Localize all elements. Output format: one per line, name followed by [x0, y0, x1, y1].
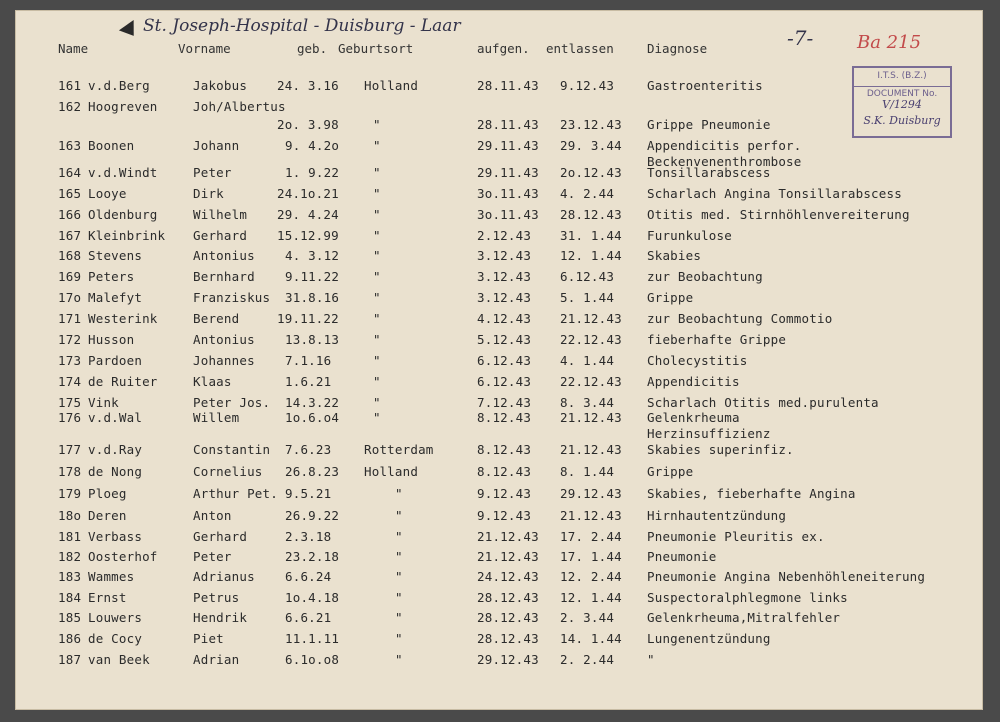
row-aufgen: 6.12.43: [477, 374, 532, 389]
row-aufgen: 3.12.43: [477, 290, 532, 305]
row-diagnose: Gastroenteritis: [647, 78, 763, 93]
row-geburtsort: ": [373, 248, 381, 263]
row-entlassen: 12. 2.44: [560, 569, 622, 584]
row-geb: 19.11.22: [277, 311, 339, 326]
row-vorname: Johann: [193, 138, 240, 153]
row-diagnose: Skabies superinfiz.: [647, 442, 794, 457]
row-number: 182: [58, 549, 82, 564]
row-geburtsort: ": [395, 508, 403, 523]
row-entlassen: 2o.12.43: [560, 165, 622, 180]
row-vorname: Gerhard: [193, 529, 248, 544]
stamp-line-2: DOCUMENT No.: [854, 86, 950, 99]
row-vorname: Constantin: [193, 442, 271, 457]
row-aufgen: 9.12.43: [477, 508, 532, 523]
row-entlassen: 21.12.43: [560, 442, 622, 457]
row-vorname: Jakobus: [193, 78, 248, 93]
row-name: Deren: [88, 508, 127, 523]
row-geburtsort: ": [395, 486, 403, 501]
row-diagnose: Tonsillarabscess: [647, 165, 771, 180]
row-aufgen: 24.12.43: [477, 569, 539, 584]
row-diagnose: Grippe: [647, 464, 694, 479]
row-number: 168: [58, 248, 82, 263]
row-geb: 6.1o.o8: [285, 652, 340, 667]
row-number: 161: [58, 78, 82, 93]
row-geburtsort: ": [395, 652, 403, 667]
row-geb: 1.6.21: [285, 374, 332, 389]
row-number: 162: [58, 99, 82, 114]
row-diagnose: Skabies, fieberhafte Angina: [647, 486, 856, 501]
row-geb: 29. 4.24: [277, 207, 339, 222]
row-geburtsort: ": [373, 269, 381, 284]
row-geb: 2o. 3.98: [277, 117, 339, 132]
row-aufgen: 28.12.43: [477, 590, 539, 605]
row-geb: 6.6.21: [285, 610, 332, 625]
row-diagnose: Pneumonie: [647, 549, 717, 564]
header-name: Name: [58, 41, 89, 56]
row-geb: 13.8.13: [285, 332, 340, 347]
row-geburtsort: ": [373, 165, 381, 180]
row-geb: 26.8.23: [285, 464, 340, 479]
row-diagnose: Otitis med. Stirnhöhlenvereiterung: [647, 207, 910, 222]
row-vorname: Adrianus: [193, 569, 255, 584]
row-number: 172: [58, 332, 82, 347]
row-geb: 1. 9.22: [285, 165, 340, 180]
row-geburtsort: ": [395, 590, 403, 605]
document-page: [15, 10, 983, 710]
row-aufgen: 8.12.43: [477, 410, 532, 425]
row-aufgen: 3.12.43: [477, 248, 532, 263]
row-geburtsort: ": [373, 117, 381, 132]
row-diagnose: Appendicitis perfor.: [647, 138, 802, 153]
row-geb: 14.3.22: [285, 395, 340, 410]
row-entlassen: 29.12.43: [560, 486, 622, 501]
row-geburtsort: ": [373, 138, 381, 153]
row-name: Verbass: [88, 529, 143, 544]
row-aufgen: 8.12.43: [477, 442, 532, 457]
header-geburtsort: Geburtsort: [338, 41, 414, 56]
handwritten-hospital-title: St. Joseph-Hospital - Duisburg - Laar: [143, 16, 461, 36]
row-name: de Cocy: [88, 631, 143, 646]
row-diagnose: Furunkulose: [647, 228, 732, 243]
row-entlassen: 17. 2.44: [560, 529, 622, 544]
row-geb: 23.2.18: [285, 549, 340, 564]
stamp-line-3: V/1294: [882, 98, 922, 111]
row-name: Stevens: [88, 248, 143, 263]
row-diagnose: Scharlach Otitis med.purulenta: [647, 395, 879, 410]
archive-stamp: [852, 66, 952, 138]
row-geb: 9.5.21: [285, 486, 332, 501]
row-aufgen: 3.12.43: [477, 269, 532, 284]
row-geburtsort: ": [373, 228, 381, 243]
row-diagnose: Herzinsuffizienz: [647, 426, 771, 441]
row-geburtsort: ": [395, 610, 403, 625]
row-aufgen: 6.12.43: [477, 353, 532, 368]
row-name: Louwers: [88, 610, 143, 625]
row-vorname: Bernhard: [193, 269, 255, 284]
row-aufgen: 4.12.43: [477, 311, 532, 326]
row-diagnose: ": [647, 652, 655, 667]
row-number: 163: [58, 138, 82, 153]
row-geburtsort: ": [395, 529, 403, 544]
row-name: van Beek: [88, 652, 150, 667]
row-vorname: Cornelius: [193, 464, 263, 479]
row-aufgen: 9.12.43: [477, 486, 532, 501]
row-diagnose: Skabies: [647, 248, 702, 263]
stamp-line-4: S.K. Duisburg: [863, 114, 941, 127]
row-number: 169: [58, 269, 82, 284]
row-entlassen: 23.12.43: [560, 117, 622, 132]
row-diagnose: zur Beobachtung: [647, 269, 763, 284]
header-vorname: Vorname: [178, 41, 231, 56]
row-name: Pardoen: [88, 353, 143, 368]
row-aufgen: 3o.11.43: [477, 186, 539, 201]
row-entlassen: 5. 1.44: [560, 290, 615, 305]
row-number: 187: [58, 652, 82, 667]
row-name: Ernst: [88, 590, 127, 605]
row-vorname: Johannes: [193, 353, 255, 368]
row-name: Westerink: [88, 311, 158, 326]
row-geburtsort: ": [373, 290, 381, 305]
row-vorname: Franziskus: [193, 290, 271, 305]
row-geburtsort: ": [395, 549, 403, 564]
row-name: Oosterhof: [88, 549, 158, 564]
row-name: Malefyt: [88, 290, 143, 305]
page-number: -7-: [787, 26, 814, 50]
row-vorname: Joh/Albertus: [193, 99, 286, 114]
row-number: 166: [58, 207, 82, 222]
row-vorname: Klaas: [193, 374, 232, 389]
row-diagnose: Cholecystitis: [647, 353, 748, 368]
row-geb: 7.1.16: [285, 353, 332, 368]
row-geb: 1o.6.o4: [285, 410, 340, 425]
row-number: 165: [58, 186, 82, 201]
row-entlassen: 4. 1.44: [560, 353, 615, 368]
row-diagnose: Pneumonie Angina Nebenhöhleneiterung: [647, 569, 926, 584]
row-vorname: Antonius: [193, 248, 255, 263]
row-entlassen: 21.12.43: [560, 311, 622, 326]
row-number: 184: [58, 590, 82, 605]
row-diagnose: Grippe: [647, 290, 694, 305]
row-name: Peters: [88, 269, 135, 284]
row-geburtsort: ": [373, 395, 381, 410]
stamp-line-1: I.T.S. (B.Z.): [877, 71, 927, 81]
row-aufgen: 21.12.43: [477, 529, 539, 544]
row-geb: 24. 3.16: [277, 78, 339, 93]
row-entlassen: 28.12.43: [560, 207, 622, 222]
row-number: 17o: [58, 290, 82, 305]
row-diagnose: Lungenentzündung: [647, 631, 771, 646]
row-number: 179: [58, 486, 82, 501]
row-geb: 4. 3.12: [285, 248, 340, 263]
row-number: 174: [58, 374, 82, 389]
header-diagnose: Diagnose: [647, 41, 708, 56]
row-vorname: Piet: [193, 631, 224, 646]
row-geburtsort: Rotterdam: [364, 442, 434, 457]
row-entlassen: 31. 1.44: [560, 228, 622, 243]
row-name: Looye: [88, 186, 127, 201]
row-aufgen: 21.12.43: [477, 549, 539, 564]
row-diagnose: Beckenvenenthrombose: [647, 154, 802, 169]
row-geb: 26.9.22: [285, 508, 340, 523]
row-aufgen: 2.12.43: [477, 228, 532, 243]
row-geb: 31.8.16: [285, 290, 340, 305]
row-entlassen: 21.12.43: [560, 508, 622, 523]
row-vorname: Peter Jos.: [193, 395, 271, 410]
row-number: 173: [58, 353, 82, 368]
row-entlassen: 14. 1.44: [560, 631, 622, 646]
row-diagnose: Gelenkrheuma: [647, 410, 740, 425]
row-entlassen: 8. 1.44: [560, 464, 615, 479]
row-diagnose: zur Beobachtung Commotio: [647, 311, 833, 326]
row-name: v.d.Wal: [88, 410, 143, 425]
row-vorname: Peter: [193, 549, 232, 564]
row-entlassen: 12. 1.44: [560, 248, 622, 263]
row-geburtsort: ": [395, 569, 403, 584]
header-geb: geb.: [297, 41, 328, 56]
row-geb: 11.1.11: [285, 631, 340, 646]
row-aufgen: 29.11.43: [477, 165, 539, 180]
row-diagnose: Suspectoralphlegmone links: [647, 590, 848, 605]
row-vorname: Hendrik: [193, 610, 248, 625]
row-geb: 15.12.99: [277, 228, 339, 243]
row-name: de Ruiter: [88, 374, 158, 389]
row-vorname: Anton: [193, 508, 232, 523]
row-geb: 1o.4.18: [285, 590, 340, 605]
row-geb: 9.11.22: [285, 269, 340, 284]
row-geb: 9. 4.2o: [285, 138, 340, 153]
row-number: 176: [58, 410, 82, 425]
row-number: 164: [58, 165, 82, 180]
row-entlassen: 22.12.43: [560, 332, 622, 347]
row-geburtsort: Holland: [364, 464, 419, 479]
row-vorname: Willem: [193, 410, 240, 425]
row-entlassen: 2. 2.44: [560, 652, 615, 667]
row-number: 171: [58, 311, 82, 326]
row-name: de Nong: [88, 464, 143, 479]
row-entlassen: 29. 3.44: [560, 138, 622, 153]
row-aufgen: 8.12.43: [477, 464, 532, 479]
row-geburtsort: ": [373, 374, 381, 389]
row-geburtsort: ": [373, 186, 381, 201]
row-name: Ploeg: [88, 486, 127, 501]
row-geb: 24.1o.21: [277, 186, 339, 201]
row-name: v.d.Ray: [88, 442, 143, 457]
row-name: Wammes: [88, 569, 135, 584]
row-vorname: Peter: [193, 165, 232, 180]
row-entlassen: 17. 1.44: [560, 549, 622, 564]
row-diagnose: fieberhafte Grippe: [647, 332, 787, 347]
row-vorname: Berend: [193, 311, 240, 326]
row-aufgen: 5.12.43: [477, 332, 532, 347]
row-geburtsort: Holland: [364, 78, 419, 93]
row-geb: 2.3.18: [285, 529, 332, 544]
row-number: 167: [58, 228, 82, 243]
row-geburtsort: ": [373, 332, 381, 347]
row-aufgen: 3o.11.43: [477, 207, 539, 222]
row-entlassen: 12. 1.44: [560, 590, 622, 605]
row-name: v.d.Berg: [88, 78, 150, 93]
row-diagnose: Appendicitis: [647, 374, 740, 389]
row-geburtsort: ": [373, 311, 381, 326]
row-geb: 6.6.24: [285, 569, 332, 584]
row-entlassen: 9.12.43: [560, 78, 615, 93]
row-name: Vink: [88, 395, 119, 410]
row-vorname: Antonius: [193, 332, 255, 347]
corner-mark: [119, 20, 141, 41]
row-diagnose: Scharlach Angina Tonsillarabscess: [647, 186, 902, 201]
red-archive-mark: Ba 215: [857, 32, 922, 53]
row-number: 177: [58, 442, 82, 457]
row-entlassen: 22.12.43: [560, 374, 622, 389]
row-aufgen: 7.12.43: [477, 395, 532, 410]
row-name: Oldenburg: [88, 207, 158, 222]
row-diagnose: Hirnhautentzündung: [647, 508, 787, 523]
row-geburtsort: ": [373, 207, 381, 222]
row-aufgen: 28.11.43: [477, 117, 539, 132]
row-geburtsort: ": [395, 631, 403, 646]
row-entlassen: 6.12.43: [560, 269, 615, 284]
row-number: 178: [58, 464, 82, 479]
row-number: 186: [58, 631, 82, 646]
header-entlassen: entlassen: [546, 41, 614, 56]
row-vorname: Adrian: [193, 652, 240, 667]
row-vorname: Dirk: [193, 186, 224, 201]
row-aufgen: 29.11.43: [477, 138, 539, 153]
row-vorname: Wilhelm: [193, 207, 248, 222]
row-aufgen: 29.12.43: [477, 652, 539, 667]
row-geb: 7.6.23: [285, 442, 332, 457]
row-entlassen: 21.12.43: [560, 410, 622, 425]
row-number: 183: [58, 569, 82, 584]
header-aufgen: aufgen.: [477, 41, 530, 56]
row-aufgen: 28.12.43: [477, 631, 539, 646]
row-diagnose: Gelenkrheuma,Mitralfehler: [647, 610, 841, 625]
row-entlassen: 2. 3.44: [560, 610, 615, 625]
row-number: 185: [58, 610, 82, 625]
row-diagnose: Pneumonie Pleuritis ex.: [647, 529, 825, 544]
row-entlassen: 8. 3.44: [560, 395, 615, 410]
row-vorname: Gerhard: [193, 228, 248, 243]
row-number: 181: [58, 529, 82, 544]
row-name: Husson: [88, 332, 135, 347]
row-name: Boonen: [88, 138, 135, 153]
row-aufgen: 28.11.43: [477, 78, 539, 93]
row-geburtsort: ": [373, 353, 381, 368]
row-name: Hoogreven: [88, 99, 158, 114]
row-number: 18o: [58, 508, 82, 523]
row-name: v.d.Windt: [88, 165, 158, 180]
row-geburtsort: ": [373, 410, 381, 425]
row-vorname: Petrus: [193, 590, 240, 605]
row-vorname: Arthur Pet.: [193, 486, 278, 501]
row-number: 175: [58, 395, 82, 410]
row-aufgen: 28.12.43: [477, 610, 539, 625]
row-diagnose: Grippe Pneumonie: [647, 117, 771, 132]
row-name: Kleinbrink: [88, 228, 166, 243]
row-entlassen: 4. 2.44: [560, 186, 615, 201]
